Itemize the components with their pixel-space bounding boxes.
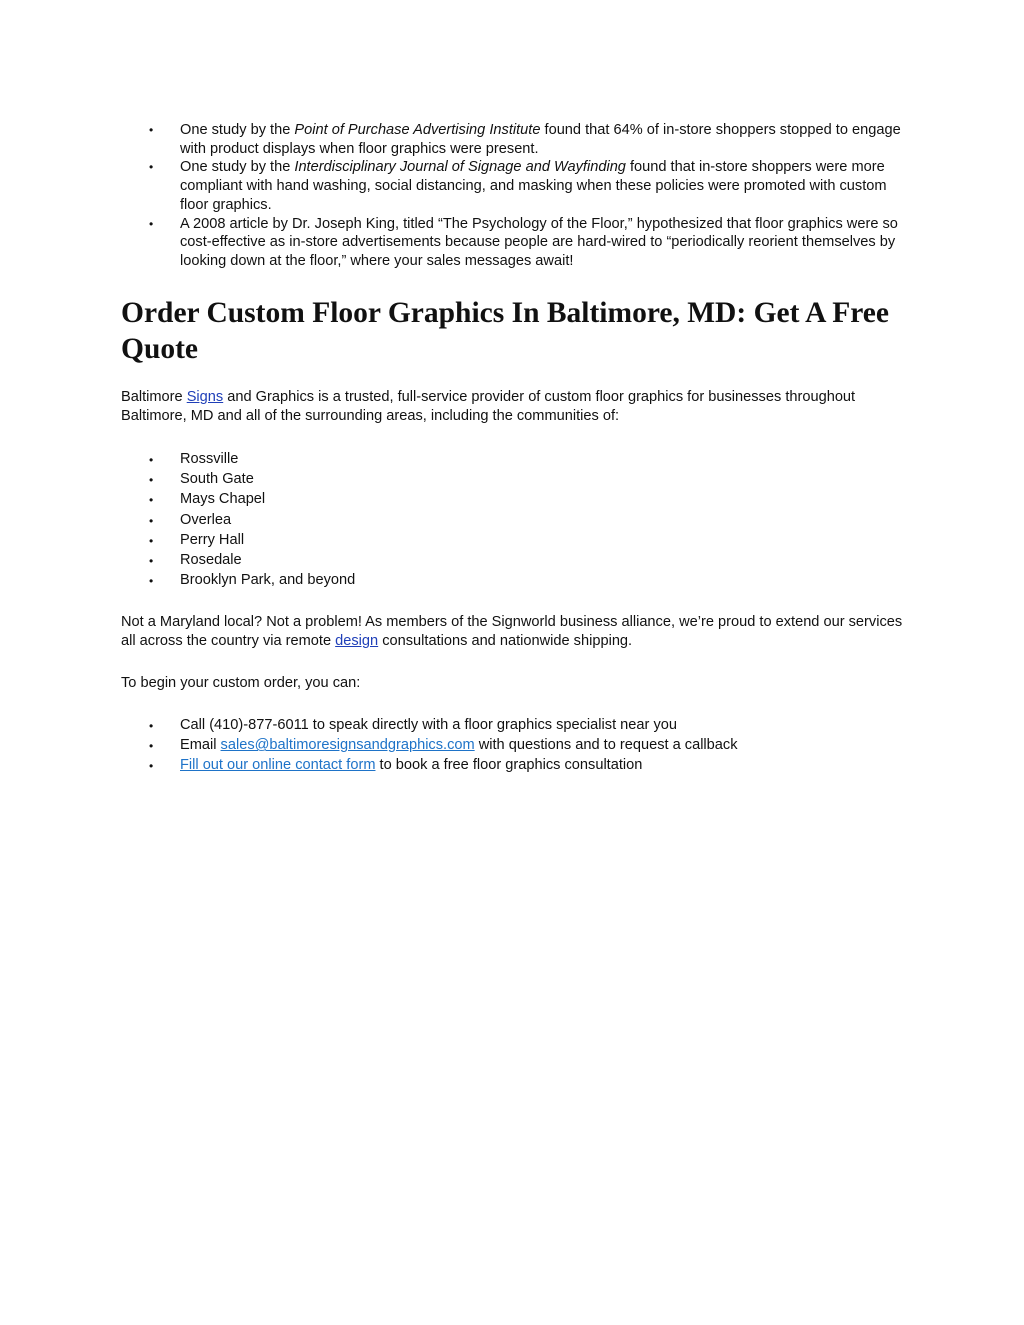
call-text: Call (410)-877-6011 to speak directly with a floor graphics specialist near you [180, 717, 677, 733]
nonlocal-paragraph [121, 613, 911, 651]
nonlocal-text-start: Not a Maryland local? Not a problem! As members of the Signworld business alliance, we’re proud to extend our services all across the country via remote [121, 614, 903, 649]
community-name: South Gate [180, 471, 254, 488]
begin-order-text: To begin your custom order, you can: [121, 675, 361, 691]
bullet-icon: • [149, 554, 154, 569]
signs-link[interactable]: Signs [186, 389, 224, 405]
community-name: Brooklyn Park, and beyond [180, 572, 356, 589]
community-name: Perry Hall [180, 531, 245, 548]
communities-list [121, 449, 901, 590]
list-item [121, 570, 901, 590]
study-finding: found that 64% of in-store shoppers stopped to engage with product displays when floor graphics were present. [180, 122, 901, 157]
bullet-icon: • [149, 513, 154, 528]
bullet-icon: • [149, 533, 154, 548]
provider-paragraph [121, 388, 911, 426]
study-intro-text: One study by the [180, 122, 295, 138]
provider-text-end: and Graphics is a trusted, full-service provider of custom floor graphics for businesses throughout Baltimore, MD and all of the surrounding areas, including the communities of: [121, 389, 856, 424]
list-item [121, 215, 901, 271]
list-item [121, 158, 901, 214]
provider-text-start: Baltimore [121, 389, 187, 405]
bullet-icon: • [149, 123, 154, 137]
list-item [121, 449, 901, 469]
study-source: Point of Purchase Advertising Institute [294, 122, 541, 138]
study-finding: found that in-store shoppers were more compliant with hand washing, social distancing, and masking when these policies were promoted with custom floor graphics. [180, 159, 887, 213]
list-item [121, 550, 901, 570]
list-item [121, 510, 901, 530]
bullet-icon: • [149, 739, 154, 754]
study-intro-text: One study by the [180, 159, 295, 176]
study-text: A 2008 article by Dr. Joseph King, titled “The Psychology of the Floor,” hypothesized that floor graphics were so cost-effective as in-store advertisements because people are hard-wired to “periodically reorient themselves by looking down at the floor,” where your sales messages await! [180, 215, 898, 269]
list-item [121, 469, 901, 489]
contact-form-link[interactable]: Fill out our online contact form [180, 757, 376, 774]
list-item [121, 735, 901, 755]
nonlocal-text-end: consultations and nationwide shipping. [378, 633, 633, 649]
actions-list [121, 715, 901, 776]
contact-form-text: to book a free floor graphics consultation [375, 757, 643, 774]
bullet-icon: • [149, 493, 154, 508]
list-item [121, 755, 901, 775]
section-heading: Order Custom Floor Graphics In Baltimore, MD: Get A Free Quote [121, 297, 889, 365]
list-item [121, 121, 901, 158]
bullet-icon: • [149, 759, 154, 774]
community-name: Rossville [180, 451, 239, 467]
design-link[interactable]: design [335, 633, 379, 649]
bullet-icon: • [149, 160, 154, 175]
community-name: Mays Chapel [180, 491, 266, 508]
bullet-icon: • [149, 453, 154, 467]
email-text-start: Email [180, 737, 221, 754]
bullet-icon: • [149, 574, 154, 589]
community-name: Overlea [180, 511, 232, 528]
list-item [121, 715, 901, 735]
email-text-end: with questions and to request a callback [474, 737, 738, 754]
study-list [121, 121, 901, 271]
bullet-icon: • [149, 473, 154, 488]
community-name: Rosedale [180, 552, 242, 569]
email-link[interactable]: sales@baltimoresignsandgraphics.com [220, 737, 475, 754]
bullet-icon: • [149, 216, 154, 231]
list-item [121, 489, 901, 509]
list-item [121, 530, 901, 550]
bullet-icon: • [149, 719, 154, 733]
study-source: Interdisciplinary Journal of Signage and Wayfinding [294, 159, 626, 176]
